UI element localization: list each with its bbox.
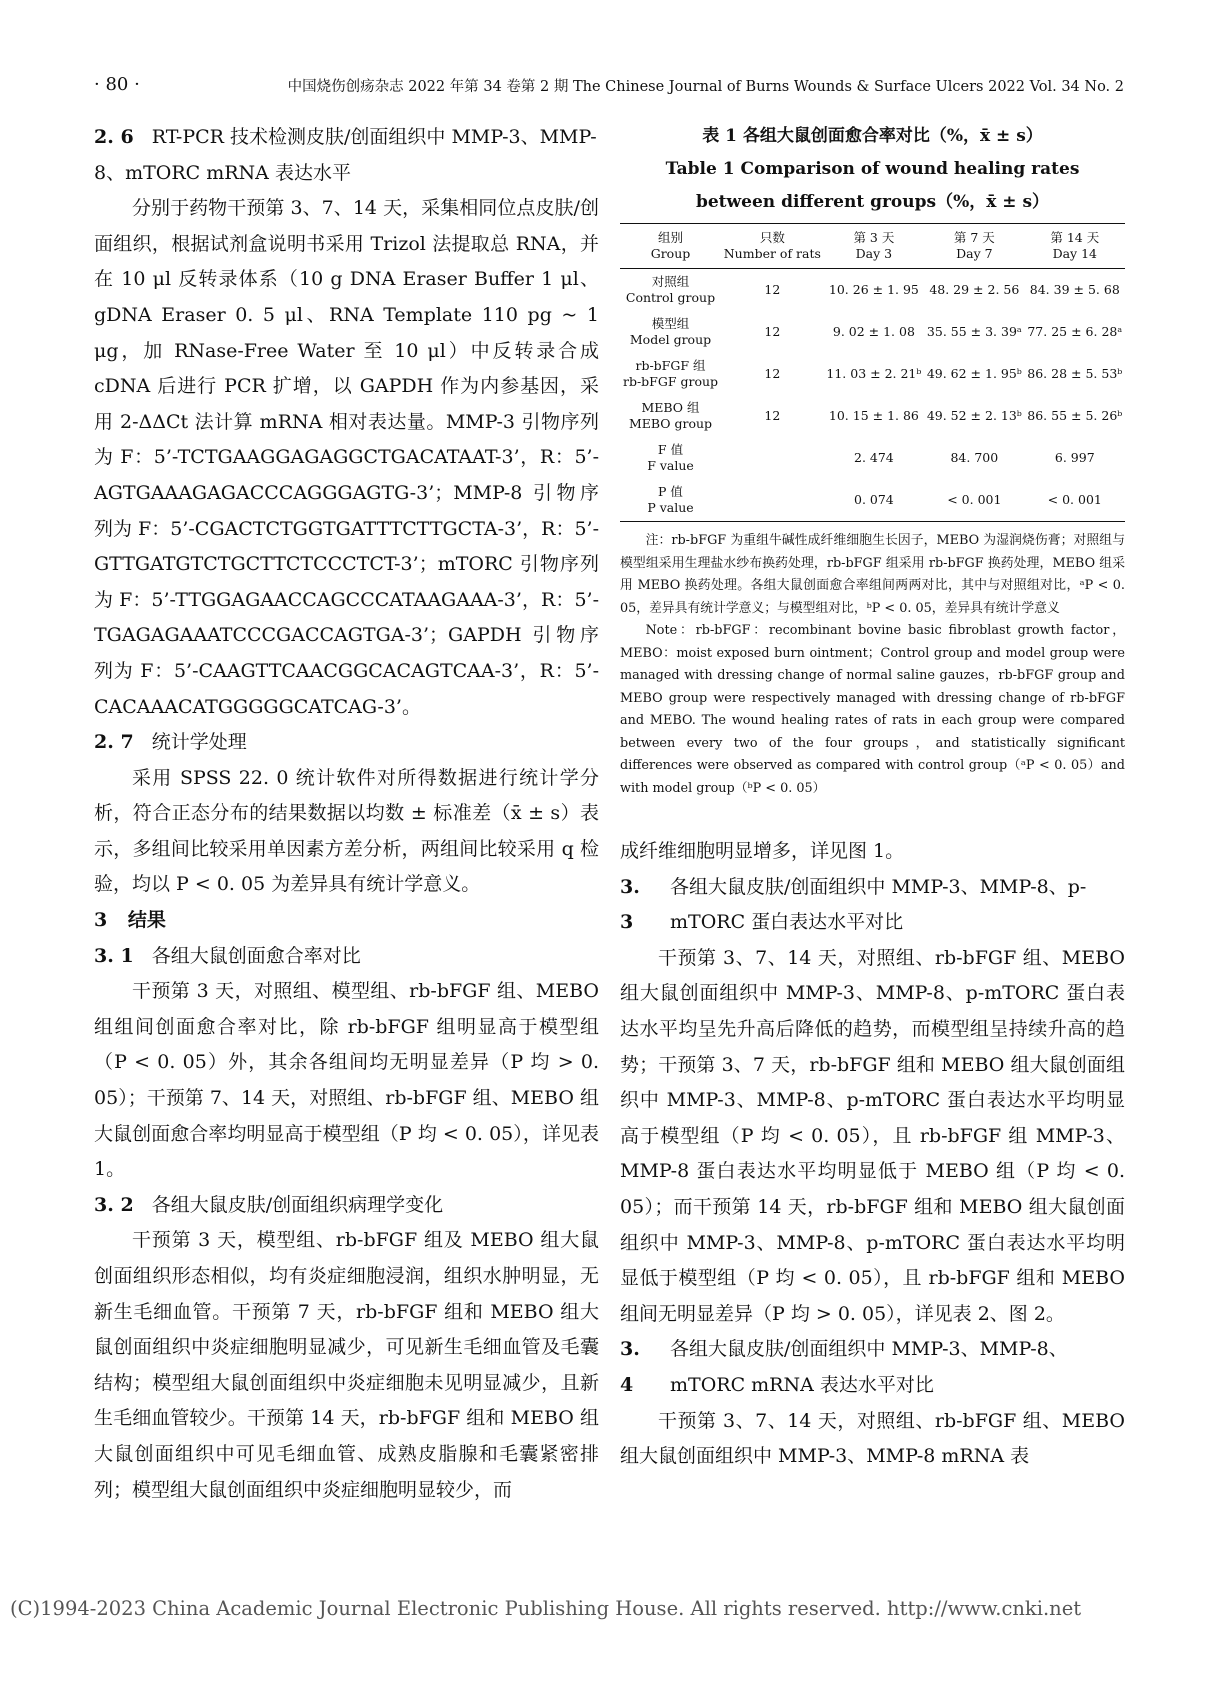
journal-title: 中国烧伤创疡杂志 2022 年第 34 卷第 2 期 The Chinese Journal of Burns Wounds & Surface Ulcers 2022 Vol. 34 No. 2	[287, 79, 1124, 95]
col-header-day3: 第 3 天 Day 3	[824, 224, 924, 269]
table-row: MEBO 组 MEBO group 12 10. 15 ± 1. 86 49. 52 ± 2. 13ᵇ 86. 55 ± 5. 26ᵇ	[628, 400, 1123, 431]
section-3-2-body: 干预第 3 天，模型组、rb-bFGF 组及 MEBO 组大鼠创面组织形态相似，均有炎症细胞浸润，组织水肿明显，无新生毛细血管。干预第 7 天，rb-bFGF 组和 MEBO 组大鼠创面组织中炎症细胞明显减少，可见新生毛细血管及毛囊结构；模型组大鼠创面组织中炎症细胞未见明显减少，且新生毛细血管较少。干预第 14 天，rb-bFGF 组和 MEBO 组大鼠创面组织中可见毛细血管、成熟皮脂腺和毛囊紧密排列；模型组大鼠创面组织中炎症细胞明显较少，而	[94, 1229, 599, 1501]
section-2-6-heading: 2. 6 RT-PCR 技术检测皮肤/创面组织中 MMP-3、MMP-8、mTORC mRNA 表达水平	[94, 126, 597, 184]
section-3-4-heading: 3. 4 各组大鼠皮肤/创面组织中 MMP-3、MMP-8、mTORC mRNA 表达水平对比	[620, 1338, 1068, 1396]
table-note-en: Note：rb-bFGF：recombinant bovine basic fibroblast growth factor，MEBO：moist exposed burn ointment；Control group and model group were managed with dressing change of normal saline gauzes，rb-bFGF group and MEBO group were respectively managed with dressing change of rb-bFGF and MEBO. The wound healing rates of rats in each group were compared between every two of the four groups，and statistically significant differences were observed as compared with control group（ᵃP < 0. 05）and with model group（ᵇP < 0. 05）	[620, 623, 1125, 796]
left-column	[94, 120, 599, 1508]
table-row: rb-bFGF 组 rb-bFGF group 12 11. 03 ± 2. 21ᵇ 49. 62 ± 1. 95ᵇ 86. 28 ± 5. 53ᵇ	[622, 358, 1123, 389]
copyright-footer: (C)1994-2023 China Academic Journal Electronic Publishing House. All rights reserved. http://www.cnki.net	[10, 1597, 1082, 1620]
col-header-count: 只数 Number of rats	[721, 224, 824, 269]
table-row: F 值 F value 2. 474 84. 700 6. 997	[647, 442, 1095, 473]
section-3-2-continued: 成纤维细胞明显增多，详见图 1。	[620, 840, 905, 862]
section-3-2-heading: 3. 2 各组大鼠皮肤/创面组织病理学变化	[94, 1193, 444, 1216]
table-note	[620, 530, 1125, 800]
healing-rate-table	[620, 223, 1125, 522]
table-1-block	[620, 120, 1125, 800]
table-row: P 值 P value 0. 074 < 0. 001 < 0. 001	[647, 484, 1102, 515]
table-caption-en-line1: Table 1 Comparison of wound healing rates	[665, 159, 1080, 179]
right-column	[620, 120, 1125, 1475]
table-note-cn: 注：rb-bFGF 为重组牛碱性成纤维细胞生长因子，MEBO 为湿润烧伤膏；对照组与模型组采用生理盐水纱布换药处理，rb-bFGF 组采用 rb-bFGF 换药处理，MEBO 组采用 MEBO 换药处理。各组大鼠创面愈合率组间两两对比，其中与对照组对比，ᵃP < 0. 05，差异具有统计学意义；与模型组对比，ᵇP < 0. 05，差异具有统计学意义	[620, 533, 1125, 616]
section-3-4-body: 干预第 3、7、14 天，对照组、rb-bFGF 组、MEBO 组大鼠创面组织中 MMP-3、MMP-8 mRNA 表	[620, 1409, 1125, 1468]
col-header-day14: 第 14 天 Day 14	[1025, 224, 1125, 269]
col-header-group: 组别 Group	[620, 224, 721, 269]
table-row: 对照组 Control group 12 10. 26 ± 1. 95 48. 29 ± 2. 56 84. 39 ± 5. 68	[625, 274, 1120, 305]
table-header-row	[620, 224, 1125, 269]
table-row: 模型组 Model group 12 9. 02 ± 1. 08 35. 55 ± 3. 39ᵃ 77. 25 ± 6. 28ᵃ	[629, 316, 1123, 347]
col-header-day7: 第 7 天 Day 7	[924, 224, 1024, 269]
section-2-7-heading: 2. 7 统计学处理	[94, 731, 247, 754]
running-header	[94, 72, 1124, 100]
table-caption-cn: 表 1 各组大鼠创面愈合率对比（%，x̄ ± s）	[702, 126, 1043, 146]
section-3-3-body: 干预第 3、7、14 天，对照组、rb-bFGF 组、MEBO 组大鼠创面组织中 MMP-3、MMP-8、p-mTORC 蛋白表达水平均呈先升高后降低的趋势，而模型组呈持续升高的趋势；干预第 3、7 天，rb-bFGF 组和 MEBO 组大鼠创面组织中 MMP-3、MMP-8、p-mTORC 蛋白表达水平均明显高于模型组（P 均 < 0. 05），且 rb-bFGF 组 MMP-3、MMP-8 蛋白表达水平均明显低于 MEBO 组（P 均 < 0. 05）；而干预第 14 天，rb-bFGF 组和 MEBO 组大鼠创面组织中 MMP-3、MMP-8、p-mTORC 蛋白表达水平均明显低于模型组（P 均 < 0. 05），且 rb-bFGF 组和 MEBO 组间无明显差异（P 均 > 0. 05），详见表 2、图 2。	[620, 946, 1125, 1325]
section-2-6-body: 分别于药物干预第 3、7、14 天，采集相同位点皮肤/创面组织，根据试剂盒说明书采用 Trizol 法提取总 RNA，并在 10 μl 反转录体系（10 g DNA Eraser Buffer 1 μl、gDNA Eraser 0. 5 μl、RNA Template 110 pg ~ 1 μg，加 RNase-Free Water 至 10 μl）中反转录合成 cDNA 后进行 PCR 扩增，以 GAPDH 作为内参基因，采用 2-ΔΔCt 法计算 mRNA 相对表达量。MMP-3 引物序列为 F：5’-TCTGAAGGAGAGGCTGACATAAT-3’，R：5’-AGTGAAAGAGACCCAGGGAGTG-3’；MMP-8 引物序列为 F：5’-CGACTCTGGTGATTTCTTGCTA-3’，R：5’-GTTGATGTCTGCTTCTCCCTCT-3’；mTORC 引物序列为 F：5’-TTGGAGAACCAGCCCATAAGAAA-3’，R：5’-TGAGAGAAATCCCGACCAGTGA-3’；GAPDH 引物序列为 F：5’-CAAGTTCAACGGCACAGTCAA-3’，R：5’-CACAAACATGGGGGCATCAG-3’。	[94, 197, 599, 718]
section-3-1-heading: 3. 1 各组大鼠创面愈合率对比	[94, 944, 361, 967]
table-caption-en-line2: between different groups（%，x̄ ± s）	[695, 192, 1050, 212]
section-3-heading: 3 结果	[94, 909, 166, 932]
section-3-1-body: 干预第 3 天，对照组、模型组、rb-bFGF 组、MEBO 组组间创面愈合率对比，除 rb-bFGF 组明显高于模型组（P < 0. 05）外，其余各组间均无明显差异（P 均 > 0. 05）；干预第 7、14 天，对照组、rb-bFGF 组、MEBO 组大鼠创面愈合率均明显高于模型组（P 均 < 0. 05），详见表 1。	[94, 980, 599, 1181]
page-number: · 80 ·	[94, 74, 140, 95]
section-2-7-body: 采用 SPSS 22. 0 统计软件对所得数据进行统计学分析，符合正态分布的结果数据以均数 ± 标准差（x̄ ± s）表示，多组间比较采用单因素方差分析，两组间比较采用 q 检验，均以 P < 0. 05 为差异具有统计学意义。	[94, 766, 599, 896]
section-3-3-heading: 3. 3 各组大鼠皮肤/创面组织中 MMP-3、MMP-8、p-mTORC 蛋白表达水平对比	[620, 875, 1087, 934]
